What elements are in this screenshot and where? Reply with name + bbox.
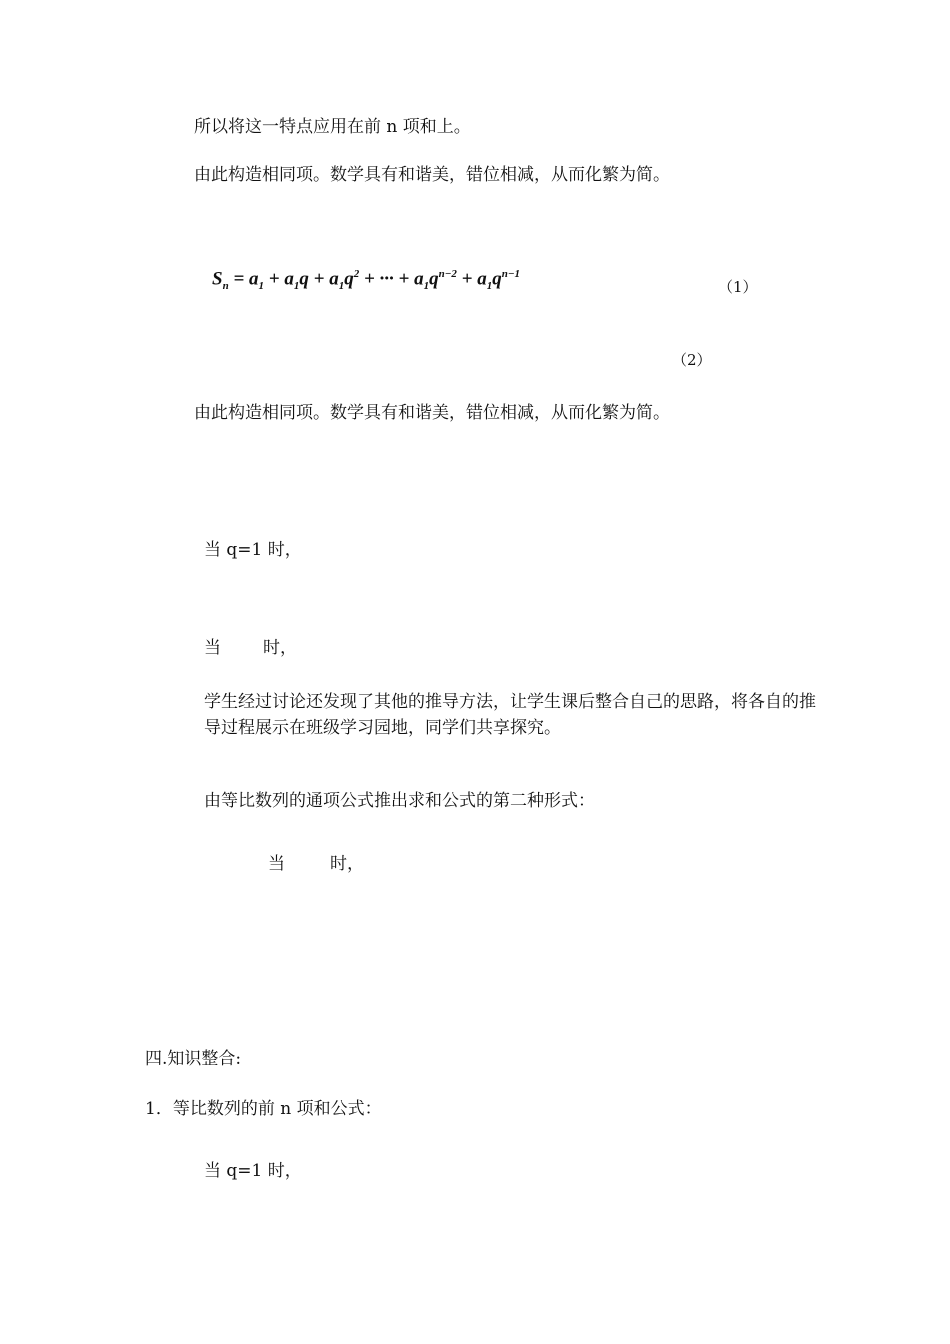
- text-line-10: 1．等比数列的前 n 项和公式：: [145, 1099, 382, 1119]
- text-line-5-time: 时，: [263, 638, 297, 658]
- text-line-7: 由等比数列的通项公式推出求和公式的第二种形式：: [204, 791, 595, 811]
- equation-number-2: （2）: [672, 351, 712, 369]
- text-line-8-when: 当: [268, 854, 285, 874]
- section-heading: 四.知识整合:: [145, 1049, 242, 1069]
- text-line-8-time: 时，: [330, 854, 364, 874]
- text-line-11: 当 q=1 时，: [204, 1161, 302, 1181]
- paragraph-discussion: 学生经过讨论还发现了其他的推导方法，让学生课后整合自己的思路，将各自的推导过程展示在班级学习园地，同学们共享探究。: [204, 692, 816, 738]
- text-line-1: 所以将这一特点应用在前 n 项和上。: [194, 117, 471, 137]
- text-line-4: 当 q=1 时，: [204, 540, 302, 560]
- text-line-2: 由此构造相同项。数学具有和谐美，错位相减，从而化繁为简。: [194, 165, 670, 185]
- sum-equation: $S_n = a_1 + a_1q + a_1q^2$ + ··· + $a_1q^{n-2} + a_1q^{n-1}$: [212, 268, 521, 293]
- text-line-5-when: 当: [204, 638, 221, 658]
- equation-number-1: （1）: [718, 278, 758, 296]
- text-line-3: 由此构造相同项。数学具有和谐美，错位相减，从而化繁为简。: [194, 403, 670, 423]
